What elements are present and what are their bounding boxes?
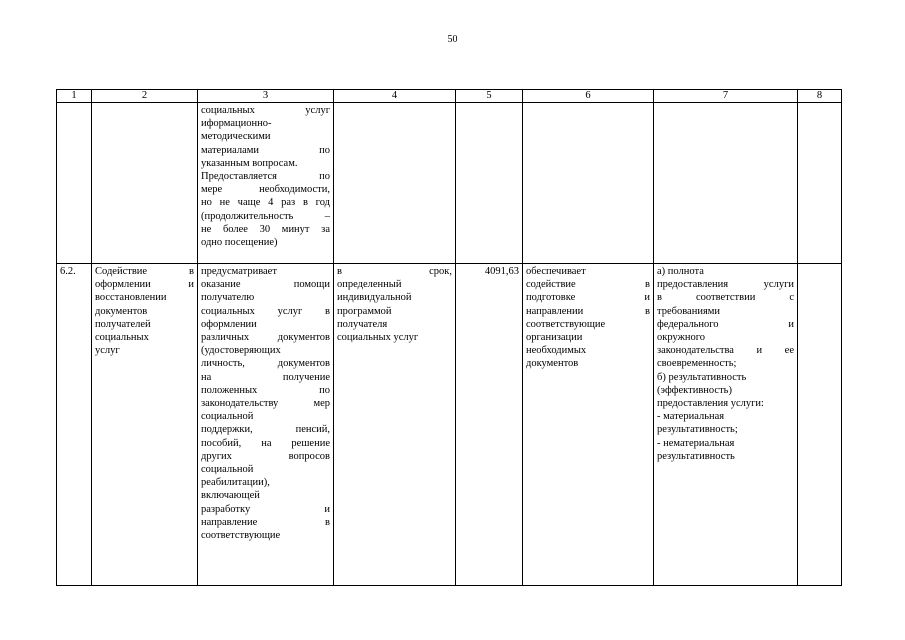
cell-line: результативность; xyxy=(657,424,738,436)
cell-line: подготовке и xyxy=(526,292,650,304)
cell-line: иформационно- xyxy=(201,118,272,130)
table-cell-col2 xyxy=(92,264,198,586)
table-cell-col3 xyxy=(198,103,334,264)
table-cell-col8 xyxy=(798,264,842,586)
cell-line: (эффективность) xyxy=(657,384,732,396)
cell-line: методическими xyxy=(201,131,271,143)
cell-line: б) результативность xyxy=(657,371,747,383)
cell-line: получателя xyxy=(337,318,388,330)
cell-line: - нематериальная xyxy=(657,437,735,449)
cell-line: восстановлении xyxy=(95,292,167,304)
cell-line: своевременность; xyxy=(657,358,737,370)
cell-line: (продолжительность – xyxy=(201,210,330,222)
cell-line: оформлении xyxy=(201,318,257,330)
cell-line: в срок, xyxy=(337,266,452,277)
cell-line: оказание помощи xyxy=(201,279,330,291)
cell-line: включающей xyxy=(201,490,260,502)
table-cell-col4 xyxy=(334,264,456,586)
cell-line: на получение xyxy=(201,371,330,383)
table-row xyxy=(57,103,842,264)
cell-line: социальных услуг xyxy=(201,105,330,116)
cell-line: в соответствии с xyxy=(657,292,794,304)
table-cell-col1: 6.2. xyxy=(57,264,92,586)
table-cell-col6 xyxy=(523,264,654,586)
services-table xyxy=(56,89,842,586)
cell-line: документов xyxy=(95,305,148,317)
cell-line: требованиями xyxy=(657,305,721,317)
cell-line: социальных xyxy=(95,332,149,344)
cell-line: федерального и xyxy=(657,318,794,330)
cell-line: услуг xyxy=(95,345,120,357)
cell-line: одно посещение) xyxy=(201,237,278,249)
cell-line: различных документов xyxy=(201,332,330,344)
col-header-3: 3 xyxy=(198,90,334,103)
cell-line: соответствующие xyxy=(201,530,281,542)
col-header-6: 6 xyxy=(523,90,654,103)
table-cell-col8 xyxy=(798,103,842,264)
cell-line: предоставления услуги: xyxy=(657,398,764,410)
cell-line: указанным вопросам. xyxy=(201,157,298,169)
cell-line: не более 30 минут за xyxy=(201,223,330,235)
cell-line: обеспечивает xyxy=(526,266,586,277)
cell-line: направление в xyxy=(201,516,330,528)
cell-line: Содействие в xyxy=(95,266,194,277)
cell-line: социальной xyxy=(201,411,254,423)
cell-line: реабилитации), xyxy=(201,477,270,489)
cell-line: законодательства и ее xyxy=(657,345,794,357)
cell-line: предусматривает xyxy=(201,266,277,277)
col-header-8: 8 xyxy=(798,90,842,103)
table-cell-col4 xyxy=(334,103,456,264)
cell-line: социальных услуг xyxy=(337,332,419,344)
page-number: 50 xyxy=(447,34,458,45)
cell-line: программой xyxy=(337,305,392,317)
cell-line: оформлении и xyxy=(95,279,194,291)
cell-line: результативность xyxy=(657,450,735,462)
cell-line: направлении в xyxy=(526,305,650,317)
table-cell-col7 xyxy=(654,264,798,586)
table-cell-col1 xyxy=(57,103,92,264)
cell-line: соответствующие xyxy=(526,318,606,330)
cell-line: предоставления услуги xyxy=(657,279,794,291)
cell-line: содействие в xyxy=(526,279,650,291)
cell-line: других вопросов xyxy=(201,450,330,462)
table-cell-col3 xyxy=(198,264,334,586)
cell-line: необходимых xyxy=(526,345,587,357)
cell-line: законодательству мер xyxy=(201,398,330,410)
cell-line: Предоставляется по xyxy=(201,171,330,183)
cell-line: получателю xyxy=(201,292,255,304)
table-cell-col5 xyxy=(456,103,523,264)
table-cell-col5: 4091,63 xyxy=(456,264,523,586)
col-header-4: 4 xyxy=(334,90,456,103)
table-cell-col2 xyxy=(92,103,198,264)
cell-line: поддержки, пенсий, xyxy=(201,424,330,436)
cell-line: организации xyxy=(526,332,583,344)
cell-line: а) полнота xyxy=(657,266,704,277)
cell-line: - материальная xyxy=(657,411,725,423)
cell-line: (удостоверяющих xyxy=(201,345,281,357)
table-row xyxy=(57,264,842,586)
cell-line: разработку и xyxy=(201,503,330,515)
header-row xyxy=(57,90,842,103)
table-cell-col6 xyxy=(523,103,654,264)
col-header-2: 2 xyxy=(92,90,198,103)
cell-line: материалами по xyxy=(201,144,330,156)
cell-line: социальной xyxy=(201,464,254,476)
cell-line: личность, документов xyxy=(201,358,330,370)
cell-line: пособий, на решение xyxy=(201,437,330,449)
cell-line: документов xyxy=(526,358,579,370)
col-header-5: 5 xyxy=(456,90,523,103)
table-cell-col7 xyxy=(654,103,798,264)
cell-line: определенный xyxy=(337,279,402,291)
cell-line: получателей xyxy=(95,318,151,330)
cell-line: положенных по xyxy=(201,384,330,396)
cell-line: индивидуальной xyxy=(337,292,412,304)
col-header-1: 1 xyxy=(57,90,92,103)
cell-line: социальных услуг в xyxy=(201,305,330,317)
cell-line: но не чаще 4 раз в год xyxy=(201,197,330,209)
cell-line: мере необходимости, xyxy=(201,184,330,196)
col-header-7: 7 xyxy=(654,90,798,103)
cell-line: окружного xyxy=(657,332,705,344)
